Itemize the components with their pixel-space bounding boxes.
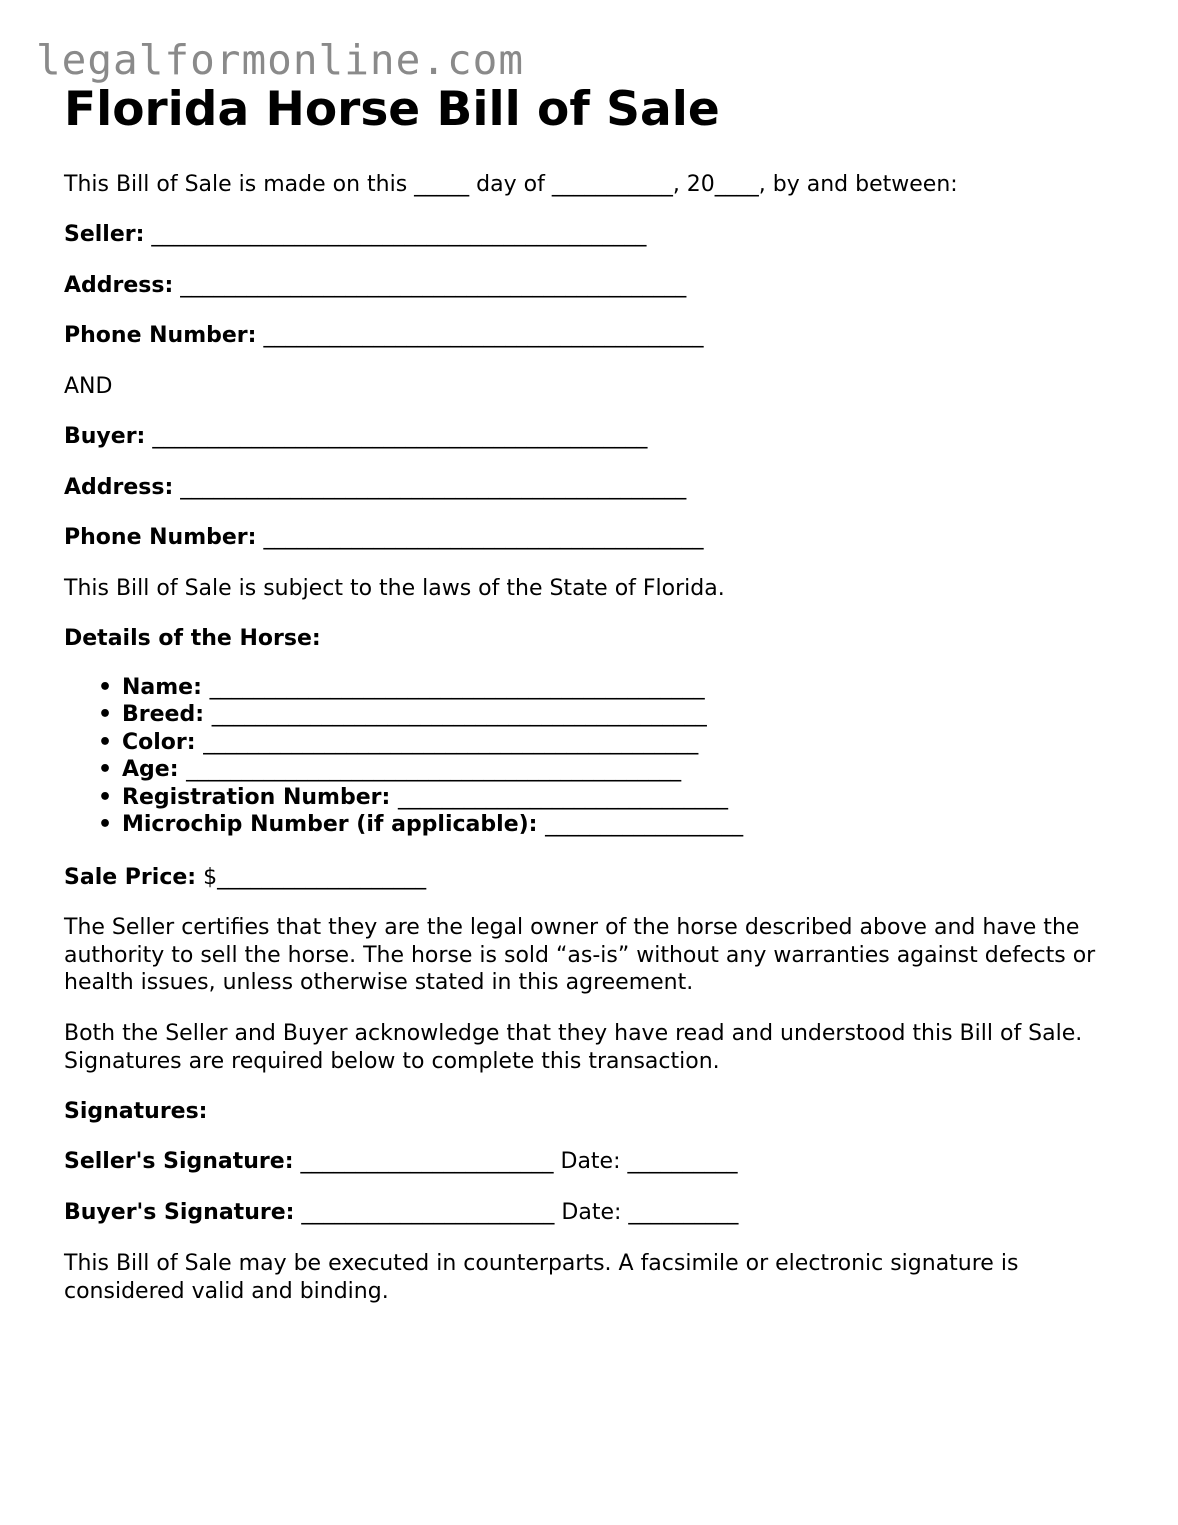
detail-label: Age: (122, 757, 179, 783)
detail-blank[interactable]: _____________________________________________ (209, 675, 705, 700)
seller-phone-blank[interactable]: ________________________________________ (263, 323, 704, 348)
seller-address-blank[interactable]: ______________________________________________ (180, 273, 687, 298)
list-item[interactable] (64, 756, 743, 783)
intro-line: This Bill of Sale is made on this _____ day of ___________, 20____, by and between: (64, 172, 958, 197)
detail-label: Breed: (122, 702, 205, 728)
detail-label: Color: (122, 729, 196, 755)
sale-price-label: Sale Price: (64, 865, 197, 890)
seller-phone-label: Phone Number: (64, 323, 257, 348)
buyer-signature-blank[interactable]: _______________________ (301, 1200, 555, 1225)
seller-signature-label: Seller's Signature: (64, 1149, 294, 1174)
bullet-icon: • (98, 757, 113, 783)
signatures-heading: Signatures: (64, 1099, 208, 1124)
detail-blank[interactable]: _____________________________________________ (186, 757, 682, 783)
bullet-icon: • (98, 702, 113, 728)
seller-phone-field[interactable] (64, 322, 703, 349)
horse-details-list (64, 674, 743, 838)
detail-label: Registration Number: (122, 784, 391, 810)
bullet-icon: • (98, 675, 113, 700)
list-item[interactable] (64, 701, 743, 728)
acknowledgement-paragraph: Both the Seller and Buyer acknowledge that they have read and understood this Bill of Sale. Signatures are required below to complete this transaction. (64, 1021, 1083, 1074)
buyer-name-label: Buyer: (64, 424, 146, 449)
bullet-icon: • (98, 729, 113, 755)
law-text: This Bill of Sale is subject to the laws of the State of Florida. (64, 576, 725, 601)
seller-date-blank[interactable]: __________ (627, 1149, 738, 1174)
detail-label: Microchip Number (if applicable): (122, 812, 538, 838)
buyer-name-field[interactable] (64, 423, 647, 450)
list-item[interactable] (64, 784, 743, 811)
seller-signature-blank[interactable]: _______________________ (300, 1149, 554, 1174)
watermark: legalformonline.com (36, 36, 524, 84)
detail-blank[interactable]: _____________________________________________ (203, 729, 699, 755)
seller-date-label: Date: (560, 1149, 621, 1174)
sale-price-field[interactable] (64, 864, 426, 891)
detail-blank[interactable]: _____________________________________________ (211, 702, 707, 728)
and-text: AND (64, 374, 113, 399)
buyer-date-label: Date: (561, 1200, 622, 1225)
detail-label: Name: (122, 675, 202, 700)
bullet-icon: • (98, 812, 113, 838)
buyer-phone-field[interactable] (64, 524, 703, 551)
seller-address-field[interactable] (64, 272, 686, 299)
certification-paragraph: The Seller certifies that they are the legal owner of the horse described above and have the authority to sell the horse. The horse is sold “as-is” without any warranties against defects or health issues, unless otherwise stated in this agreement. (64, 915, 1096, 995)
buyer-address-field[interactable] (64, 474, 686, 501)
bullet-icon: • (98, 784, 113, 810)
seller-signature-row[interactable] (64, 1148, 738, 1175)
seller-name-label: Seller: (64, 222, 145, 247)
seller-name-blank[interactable]: _____________________________________________ (151, 222, 647, 247)
counterparts-paragraph: This Bill of Sale may be executed in counterparts. A facsimile or electronic signature is considered valid and binding. (64, 1251, 1019, 1304)
details-heading: Details of the Horse: (64, 626, 321, 651)
buyer-date-blank[interactable]: __________ (628, 1200, 739, 1225)
seller-address-label: Address: (64, 273, 174, 298)
buyer-signature-label: Buyer's Signature: (64, 1200, 295, 1225)
buyer-address-label: Address: (64, 475, 174, 500)
buyer-name-blank[interactable]: _____________________________________________ (152, 424, 648, 449)
seller-name-field[interactable] (64, 221, 646, 248)
buyer-signature-row[interactable] (64, 1199, 738, 1226)
list-item[interactable] (64, 729, 743, 756)
buyer-address-blank[interactable]: ______________________________________________ (180, 475, 687, 500)
detail-blank[interactable]: __________________ (545, 812, 744, 838)
detail-blank[interactable]: ______________________________ (397, 784, 728, 810)
sale-price-blank[interactable]: $___________________ (203, 865, 427, 890)
page-title: Florida Horse Bill of Sale (64, 82, 720, 137)
buyer-phone-blank[interactable]: ________________________________________ (263, 525, 704, 550)
list-item[interactable] (64, 811, 743, 838)
buyer-phone-label: Phone Number: (64, 525, 257, 550)
list-item[interactable] (64, 674, 743, 701)
